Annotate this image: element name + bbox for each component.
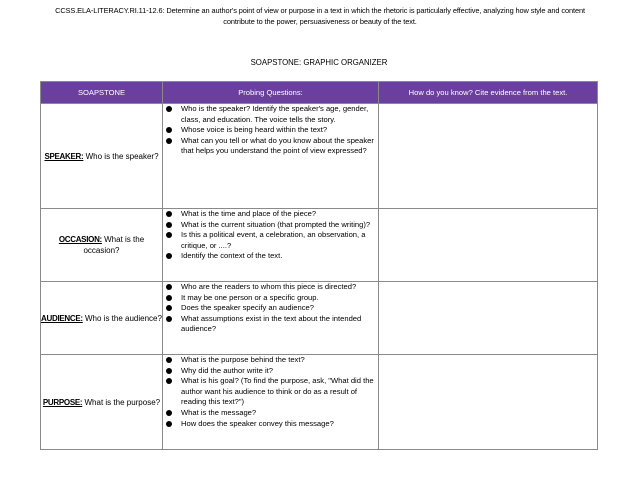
evidence-cell-purpose[interactable] — [379, 355, 598, 450]
bullet-icon — [166, 295, 172, 301]
question-text: What is his goal? (To find the purpose, ask, "What did the author want his audience to think or do as a result of reading this text?") — [181, 376, 374, 407]
question-item — [163, 293, 378, 304]
question-item — [163, 230, 378, 251]
bullet-icon — [166, 232, 172, 238]
element-term: OCCASION: — [58, 235, 102, 244]
question-list — [163, 209, 378, 262]
bullet-icon — [166, 284, 172, 290]
question-item — [163, 282, 378, 293]
table-header-row — [41, 82, 598, 104]
question-list — [163, 355, 378, 429]
standard-text: CCSS.ELA-LITERACY.RI.11-12.6: Determine an author's point of view or purpose in a text in which the rhetoric is particularly effective, analyzing how style and content contribute to the power, persuasiveness or beauty of the text. — [55, 6, 585, 26]
evidence-cell-speaker[interactable] — [379, 104, 598, 209]
table-row-purpose — [41, 355, 598, 450]
element-cell-speaker — [41, 104, 163, 209]
question-item — [163, 408, 378, 419]
bullet-icon — [166, 357, 172, 363]
element-prompt: What is the purpose? — [82, 397, 161, 407]
question-item — [163, 220, 378, 231]
question-text: What is the time and place of the piece? — [181, 209, 317, 218]
element-term: AUDIENCE: — [41, 313, 83, 323]
questions-cell-audience — [163, 282, 379, 355]
table-row-speaker — [41, 104, 598, 209]
bullet-icon — [166, 421, 172, 427]
element-cell-purpose — [41, 355, 163, 450]
question-text: How does the speaker convey this message? — [181, 418, 334, 428]
element-term: PURPOSE: — [42, 397, 83, 407]
question-item — [163, 125, 378, 136]
bullet-icon — [166, 378, 172, 384]
page-title: SOAPSTONE: GRAPHIC ORGANIZER — [250, 58, 388, 67]
bullet-icon — [166, 106, 172, 112]
element-prompt: Who is the audience? — [82, 313, 162, 323]
question-item — [163, 355, 378, 366]
element-term: SPEAKER: — [44, 151, 84, 161]
question-text: It may be one person or a specific group. — [181, 292, 319, 302]
column-header-questions: Probing Questions: — [163, 82, 379, 104]
question-text: What can you tell or what do you know about the speaker that helps you understand the point of view expressed? — [181, 135, 374, 156]
question-list — [163, 104, 378, 157]
question-text: What is the current situation (that prompted the writing)? — [181, 219, 371, 229]
question-text: Who are the readers to whom this piece is directed? — [181, 282, 357, 291]
element-cell-audience — [41, 282, 163, 355]
column-header-soapstone: SOAPSTONE — [41, 82, 163, 104]
bullet-icon — [166, 368, 172, 374]
question-list — [163, 282, 378, 335]
question-text: Why did the author write it? — [181, 365, 274, 375]
question-item — [163, 303, 378, 314]
element-prompt: What is the occasion? — [83, 235, 145, 255]
column-header-evidence: How do you know? Cite evidence from the text. — [379, 82, 598, 104]
bullet-icon — [166, 253, 172, 259]
question-text: Who is the speaker? Identify the speaker's age, gender, class, and education. The voice tells the story. — [181, 104, 369, 124]
question-item — [163, 104, 378, 125]
question-text: Identify the context of the text. — [181, 251, 283, 261]
bullet-icon — [166, 138, 172, 144]
element-prompt: Who is the speaker? — [83, 151, 159, 161]
question-text: Is this a political event, a celebration, an observation, a critique, or ....? — [181, 230, 366, 250]
question-item — [163, 251, 378, 262]
questions-cell-speaker — [163, 104, 379, 209]
question-item — [163, 314, 378, 335]
question-text: What assumptions exist in the text about the intended audience? — [181, 313, 362, 334]
bullet-icon — [166, 127, 172, 133]
bullet-icon — [166, 222, 172, 228]
question-text: What is the message? — [181, 407, 257, 417]
bullet-icon — [166, 305, 172, 311]
question-item — [163, 376, 378, 408]
questions-cell-occasion — [163, 209, 379, 282]
evidence-cell-audience[interactable] — [379, 282, 598, 355]
questions-cell-purpose — [163, 355, 379, 450]
element-cell-occasion — [41, 209, 163, 282]
table-row-occasion — [41, 209, 598, 282]
question-item — [163, 209, 378, 220]
question-text: Does the speaker specify an audience? — [181, 303, 314, 313]
evidence-cell-occasion[interactable] — [379, 209, 598, 282]
question-item — [163, 136, 378, 157]
bullet-icon — [166, 410, 172, 416]
question-text: What is the purpose behind the text? — [181, 355, 305, 364]
question-text: Whose voice is being heard within the text? — [181, 125, 328, 135]
table-row-audience — [41, 282, 598, 355]
question-item — [163, 419, 378, 430]
question-item — [163, 366, 378, 377]
bullet-icon — [166, 211, 172, 217]
soapstone-table — [40, 81, 598, 450]
bullet-icon — [166, 316, 172, 322]
